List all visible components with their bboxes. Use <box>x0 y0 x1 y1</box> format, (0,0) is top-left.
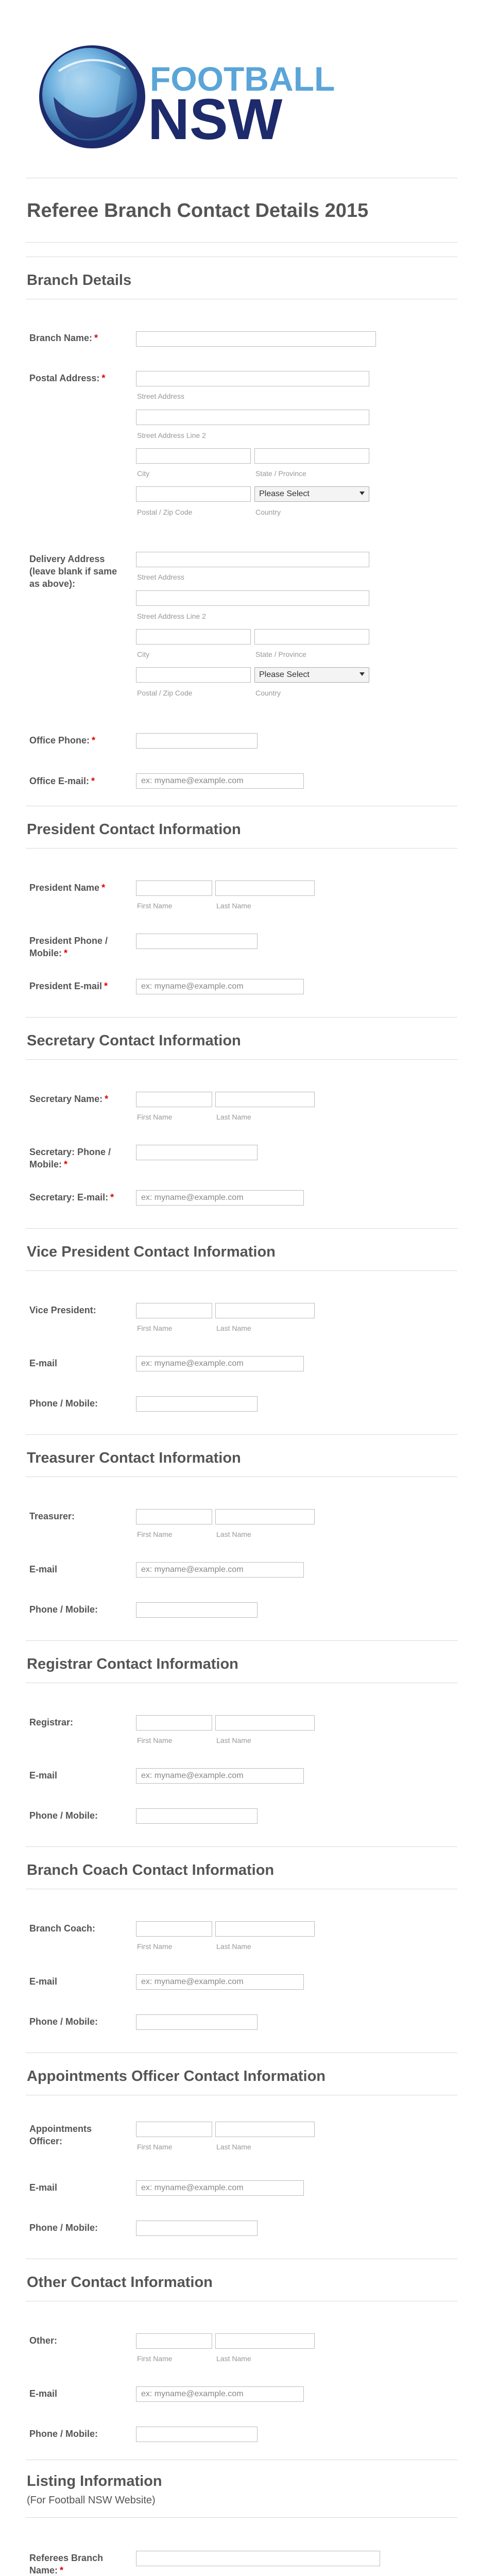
treasurer-first-name-input[interactable] <box>136 1509 212 1524</box>
divider <box>26 1270 457 1271</box>
sublabel-city: City <box>137 650 150 658</box>
delivery-street-input[interactable] <box>136 552 369 567</box>
delivery-street2-input[interactable] <box>136 590 369 606</box>
coach-phone-label: Phone / Mobile: <box>29 2016 98 2027</box>
secretary-first-name-input[interactable] <box>136 1092 212 1107</box>
appointments-phone-input[interactable] <box>136 2221 258 2236</box>
section-heading-treasurer: Treasurer Contact Information <box>27 1450 241 1466</box>
president-email-input[interactable]: ex: myname@example.com <box>136 979 304 994</box>
sublabel-first-name: First Name <box>137 2354 173 2363</box>
president-last-name-input[interactable] <box>215 880 315 896</box>
sublabel-first-name: First Name <box>137 2143 173 2151</box>
divider <box>26 2517 457 2518</box>
registrar-name-label: Registrar: <box>29 1717 74 1727</box>
section-heading-registrar: Registrar Contact Information <box>27 1656 238 1672</box>
treasurer-phone-label: Phone / Mobile: <box>29 1604 98 1615</box>
registrar-phone-label: Phone / Mobile: <box>29 1810 98 1821</box>
section-heading-coach: Branch Coach Contact Information <box>27 1862 275 1878</box>
president-phone-input[interactable] <box>136 934 258 949</box>
postal-country-select[interactable]: Please Select <box>254 486 369 502</box>
president-email-label: President E-mail * <box>29 981 108 991</box>
registrar-email-label: E-mail <box>29 1770 58 1781</box>
president-phone-label: President Phone / Mobile: * <box>29 936 108 958</box>
section-heading-appointments: Appointments Officer Contact Information <box>27 2068 326 2084</box>
appointments-first-name-input[interactable] <box>136 2122 212 2137</box>
delivery-zip-input[interactable] <box>136 667 251 683</box>
registrar-last-name-input[interactable] <box>215 1715 315 1731</box>
office-phone-label: Office Phone: * <box>29 735 96 745</box>
sublabel-last-name: Last Name <box>216 2354 251 2363</box>
divider <box>26 1059 457 1060</box>
sublabel-country: Country <box>255 508 281 516</box>
sublabel-postal: Postal / Zip Code <box>137 689 193 697</box>
delivery-city-input[interactable] <box>136 629 251 645</box>
delivery-country-select[interactable]: Please Select <box>254 667 369 683</box>
chevron-down-icon <box>360 492 365 495</box>
sublabel-last-name: Last Name <box>216 1113 251 1121</box>
appointments-email-label: E-mail <box>29 2182 58 2193</box>
postal-zip-input[interactable] <box>136 486 251 502</box>
other-email-input[interactable]: ex: myname@example.com <box>136 2386 304 2402</box>
delivery-state-input[interactable] <box>254 629 369 645</box>
secretary-phone-input[interactable] <box>136 1145 258 1160</box>
sublabel-last-name: Last Name <box>216 1942 251 1951</box>
treasurer-name-label: Treasurer: <box>29 1511 75 1521</box>
divider <box>26 848 457 849</box>
sublabel-first-name: First Name <box>137 902 173 910</box>
secretary-phone-label: Secretary: Phone / Mobile: * <box>29 1147 111 1170</box>
sublabel-first-name: First Name <box>137 1736 173 1744</box>
delivery-address-label: Delivery Address (leave blank if same as above): <box>29 554 117 589</box>
sublabel-street2: Street Address Line 2 <box>137 431 206 439</box>
section-heading-other: Other Contact Information <box>27 2274 213 2291</box>
other-last-name-input[interactable] <box>215 2333 315 2349</box>
vice-president-last-name-input[interactable] <box>215 1303 315 1318</box>
sublabel-postal: Postal / Zip Code <box>137 508 193 516</box>
section-subheading-listing: (For Football NSW Website) <box>27 2495 156 2506</box>
football-nsw-logo <box>38 40 357 149</box>
section-heading-secretary: Secretary Contact Information <box>27 1032 241 1049</box>
coach-last-name-input[interactable] <box>215 1921 315 1937</box>
office-email-input[interactable]: ex: myname@example.com <box>136 773 304 789</box>
postal-address-label: Postal Address: * <box>29 373 106 383</box>
sublabel-street: Street Address <box>137 573 184 581</box>
other-name-label: Other: <box>29 2335 57 2346</box>
form-title: Referee Branch Contact Details 2015 <box>27 200 369 222</box>
sublabel-city: City <box>137 469 150 478</box>
treasurer-phone-input[interactable] <box>136 1602 258 1618</box>
sublabel-last-name: Last Name <box>216 1324 251 1332</box>
divider <box>26 1846 457 1847</box>
appointments-last-name-input[interactable] <box>215 2122 315 2137</box>
appointments-phone-label: Phone / Mobile: <box>29 2223 98 2233</box>
sublabel-first-name: First Name <box>137 1942 173 1951</box>
branch-name-label: Branch Name: * <box>29 333 98 343</box>
vice-president-name-label: Vice President: <box>29 1305 96 1315</box>
sublabel-first-name: First Name <box>137 1324 173 1332</box>
sublabel-state: State / Province <box>255 469 306 478</box>
sublabel-street: Street Address <box>137 392 184 400</box>
divider <box>26 242 457 243</box>
logo-text-football: FOOTBALL <box>150 60 335 98</box>
sublabel-last-name: Last Name <box>216 2143 251 2151</box>
secretary-name-label: Secretary Name: * <box>29 1094 109 1104</box>
section-heading-branch: Branch Details <box>27 272 132 289</box>
listing-branch-name-input[interactable] <box>136 2551 380 2566</box>
divider <box>26 1640 457 1641</box>
treasurer-last-name-input[interactable] <box>215 1509 315 1524</box>
coach-email-input[interactable]: ex: myname@example.com <box>136 1974 304 1990</box>
coach-name-label: Branch Coach: <box>29 1923 96 1934</box>
postal-city-input[interactable] <box>136 448 251 464</box>
other-phone-input[interactable] <box>136 2427 258 2442</box>
registrar-email-input[interactable]: ex: myname@example.com <box>136 1768 304 1784</box>
other-first-name-input[interactable] <box>136 2333 212 2349</box>
vice-president-phone-input[interactable] <box>136 1396 258 1412</box>
appointments-email-input[interactable]: ex: myname@example.com <box>136 2180 304 2196</box>
sublabel-last-name: Last Name <box>216 902 251 910</box>
registrar-first-name-input[interactable] <box>136 1715 212 1731</box>
sublabel-country: Country <box>255 689 281 697</box>
vice-president-phone-label: Phone / Mobile: <box>29 1398 98 1409</box>
president-name-label: President Name * <box>29 883 106 893</box>
divider <box>26 1017 457 1018</box>
sublabel-last-name: Last Name <box>216 1530 251 1538</box>
sublabel-street2: Street Address Line 2 <box>137 612 206 620</box>
office-email-label: Office E-mail: * <box>29 776 95 786</box>
divider <box>26 1434 457 1435</box>
treasurer-email-label: E-mail <box>29 1564 58 1574</box>
sublabel-first-name: First Name <box>137 1530 173 1538</box>
section-heading-president: President Contact Information <box>27 821 241 838</box>
branch-name-input[interactable] <box>136 331 376 347</box>
logo-text-nsw: NSW <box>148 87 283 149</box>
postal-street2-input[interactable] <box>136 410 369 425</box>
listing-branch-name-label: Referees Branch Name: * <box>29 2553 104 2575</box>
treasurer-email-input[interactable]: ex: myname@example.com <box>136 1562 304 1578</box>
section-heading-listing: Listing Information <box>27 2473 162 2489</box>
vice-president-email-label: E-mail <box>29 1358 58 1368</box>
coach-first-name-input[interactable] <box>136 1921 212 1937</box>
coach-phone-input[interactable] <box>136 2014 258 2030</box>
sublabel-first-name: First Name <box>137 1113 173 1121</box>
secretary-email-label: Secretary: E-mail: * <box>29 1192 114 1202</box>
sublabel-state: State / Province <box>255 650 306 658</box>
office-phone-input[interactable] <box>136 733 258 749</box>
vice-president-first-name-input[interactable] <box>136 1303 212 1318</box>
secretary-last-name-input[interactable] <box>215 1092 315 1107</box>
divider <box>26 1228 457 1229</box>
sublabel-last-name: Last Name <box>216 1736 251 1744</box>
chevron-down-icon <box>360 672 365 676</box>
vice-president-email-input[interactable]: ex: myname@example.com <box>136 1356 304 1371</box>
secretary-email-input[interactable]: ex: myname@example.com <box>136 1190 304 1206</box>
postal-street-input[interactable] <box>136 371 369 386</box>
section-heading-vice-president: Vice President Contact Information <box>27 1244 276 1260</box>
registrar-phone-input[interactable] <box>136 1808 258 1824</box>
other-phone-label: Phone / Mobile: <box>29 2429 98 2439</box>
postal-state-input[interactable] <box>254 448 369 464</box>
appointments-name-label: Appointments Officer: <box>29 2124 92 2146</box>
president-first-name-input[interactable] <box>136 880 212 896</box>
other-email-label: E-mail <box>29 2388 58 2399</box>
coach-email-label: E-mail <box>29 1976 58 1987</box>
